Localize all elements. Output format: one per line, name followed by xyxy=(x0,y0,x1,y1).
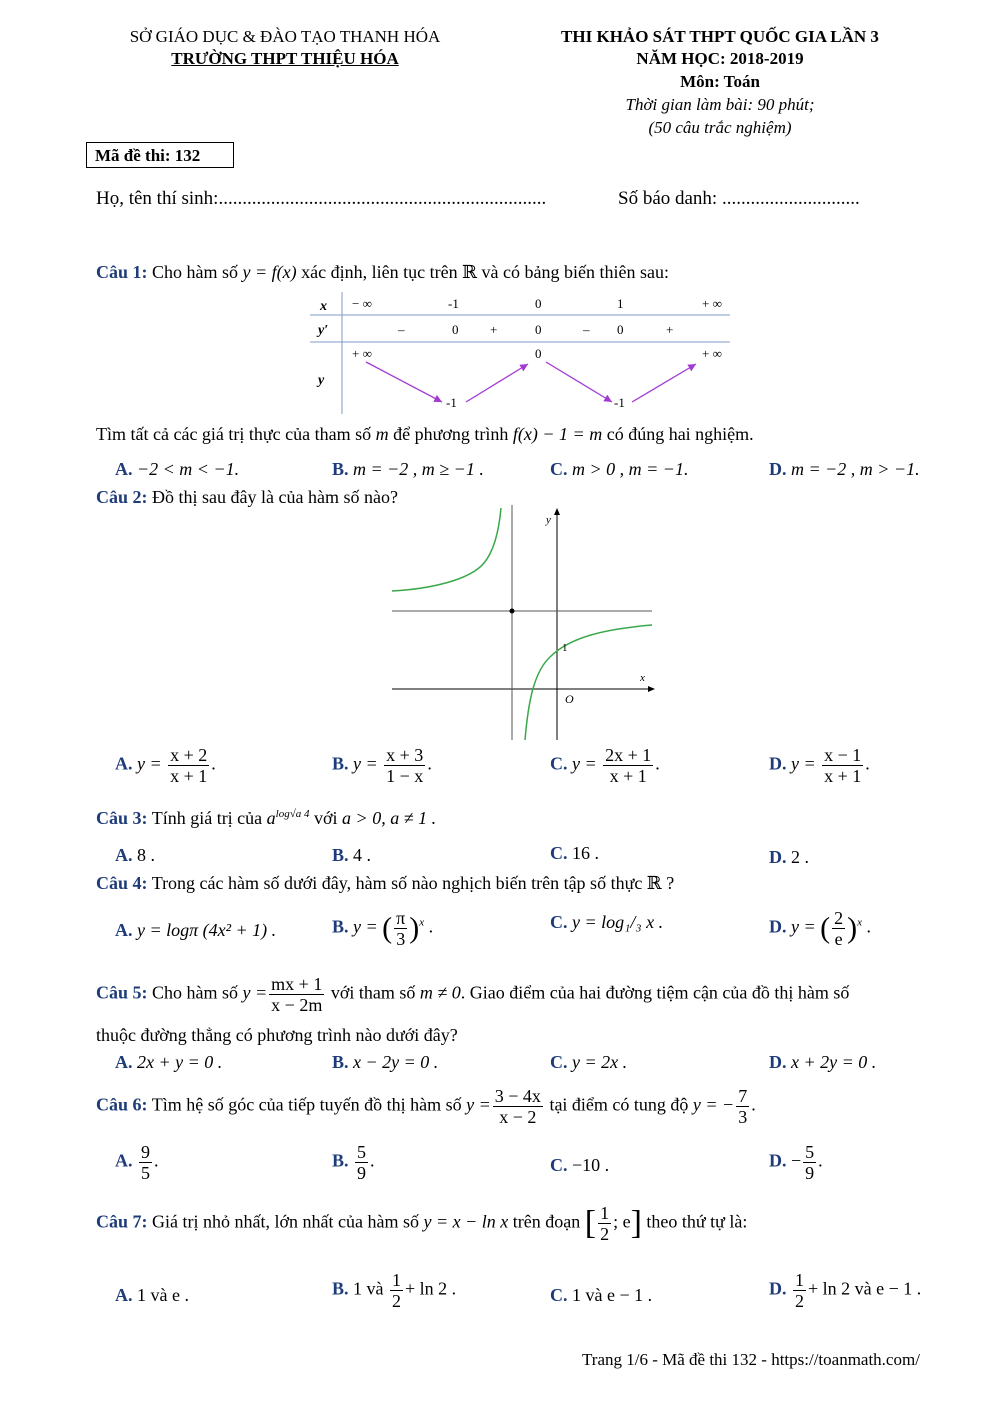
y-value: -1 xyxy=(614,395,625,410)
q2-option-c[interactable]: C. y = $\frac{2x + 1}{x + 1}$ . xyxy=(550,745,660,786)
x-row-label: x xyxy=(320,299,327,314)
question-1-prompt: Tìm tất cả các giá trị thực của tham số m để phương trình f(x) − 1 = m có đúng hai nghiệm. xyxy=(96,424,754,444)
exam-title: THI KHẢO SÁT THPT QUỐC GIA LẦN 3 xyxy=(561,27,879,46)
q7-option-d[interactable]: D. $\frac{1}{2}$ + ln 2 và e − 1 . xyxy=(769,1270,922,1311)
q5-option-c[interactable]: C. y = 2x . xyxy=(550,1052,628,1072)
q5-option-a[interactable]: A. 2x + y = 0 . xyxy=(115,1052,223,1072)
decrease-arrow xyxy=(366,362,442,402)
q4-option-b[interactable]: B. y = ( $\frac{\pi}{3}$ )$^x$ . xyxy=(332,908,434,949)
q2-option-a[interactable]: A. y = $\frac{x + 2}{x + 1}$ . xyxy=(115,745,216,786)
question-7: Câu 7: Giá trị nhỏ nhất, lớn nhất của hàm số y = x − ln x trên đoạn [ $\frac{1}{2}$ ; e] theo thứ tự là: xyxy=(96,1203,748,1244)
q1-option-b[interactable]: B. m = −2 , m ≥ −1 . xyxy=(332,459,484,479)
function-graph-svg xyxy=(390,505,680,740)
subject: Môn: Toán xyxy=(680,72,760,91)
sign: 0 xyxy=(617,322,624,337)
question-6: Câu 6: Tìm hệ số góc của tiếp tuyến đồ thị hàm số y = $\frac{3 - 4x}{x - 2}$ tại điểm có tung độ y = − $\frac{7}{3}$ . xyxy=(96,1086,756,1127)
q2-option-b[interactable]: B. y = $\frac{x + 3}{1 - x}$ . xyxy=(332,745,432,786)
question-4: Câu 4: Trong các hàm số dưới đây, hàm số nào nghịch biến trên tập số thực ℝ ? xyxy=(96,873,675,893)
q1-option-a[interactable]: A. −2 < m < −1. xyxy=(115,459,240,479)
x-value: − ∞ xyxy=(352,296,372,311)
school-name: TRƯỜNG THPT THIỆU HÓA xyxy=(171,49,399,68)
sign: 0 xyxy=(535,322,542,337)
question-count: (50 câu trắc nghiệm) xyxy=(648,118,792,137)
question-3: Câu 3: Tính giá trị của $a^{log√a 4}$ với a > 0, a ≠ 1 . xyxy=(96,808,437,828)
q7-option-b[interactable]: B. 1 và $\frac{1}{2}$ + ln 2 . xyxy=(332,1270,457,1311)
q1-option-d[interactable]: D. m = −2 , m > −1. xyxy=(769,459,920,479)
sign: + xyxy=(490,322,498,337)
origin-label: O xyxy=(565,692,574,706)
time-allowed: Thời gian làm bài: 90 phút; xyxy=(625,95,815,114)
asymptote-intersection xyxy=(510,609,515,614)
q2-option-d[interactable]: D. y = $\frac{x - 1}{x + 1}$ . xyxy=(769,745,870,786)
question-5-line2: thuộc đường thẳng có phương trình nào dưới đây? xyxy=(96,1025,458,1045)
increase-arrow xyxy=(466,364,528,402)
sign: 0 xyxy=(452,322,459,337)
q3-option-b[interactable]: B. 4 . xyxy=(332,845,372,865)
increase-arrow xyxy=(632,364,696,402)
question-5: Câu 5: Cho hàm số y = $\frac{mx + 1}{x - 2m}$ với tham số m ≠ 0. Giao điểm của hai đường tiệm cận của đồ thị hàm số xyxy=(96,974,850,1015)
question-label: Câu 1: xyxy=(96,262,148,282)
sign: + xyxy=(666,322,674,337)
variation-table-svg xyxy=(310,292,730,414)
decrease-arrow xyxy=(546,362,612,402)
q5-option-d[interactable]: D. x + 2y = 0 . xyxy=(769,1052,877,1072)
y-value: + ∞ xyxy=(702,346,722,361)
y-value: -1 xyxy=(446,395,457,410)
q3-option-d[interactable]: D. 2 . xyxy=(769,847,809,867)
exam-code-box: Mã đề thi: 132 xyxy=(86,142,234,168)
variation-table xyxy=(310,292,730,414)
q1-option-c[interactable]: C. m > 0 , m = −1. xyxy=(550,459,689,479)
x-axis-label: x xyxy=(640,672,645,684)
sign: – xyxy=(583,322,590,337)
q7-option-c[interactable]: C. 1 và e − 1 . xyxy=(550,1285,653,1305)
q5-option-b[interactable]: B. x − 2y = 0 . xyxy=(332,1052,439,1072)
y-row-label: y xyxy=(318,373,325,388)
question-1: Câu 1: Cho hàm số y = f(x) xác định, liên tục trên ℝ và có bảng biến thiên sau: xyxy=(96,262,670,282)
q6-option-c[interactable]: C. −10 . xyxy=(550,1155,610,1175)
q7-option-a[interactable]: A. 1 và e . xyxy=(115,1285,189,1305)
school-year: NĂM HỌC: 2018-2019 xyxy=(636,49,804,68)
school-department: SỞ GIÁO DỤC & ĐÀO TẠO THANH HÓA xyxy=(129,27,441,46)
candidate-id-field: Số báo danh: ............................. xyxy=(618,188,860,209)
candidate-name-field: Họ, tên thí sinh:..................................................................... xyxy=(96,188,547,209)
x-value: 0 xyxy=(535,296,542,311)
y-axis-label: y xyxy=(546,514,551,526)
sign: – xyxy=(398,322,405,337)
tick-label: 1 xyxy=(562,642,568,654)
x-value: 1 xyxy=(617,296,624,311)
q4-option-a[interactable]: A. y = logπ (4x² + 1) . xyxy=(115,920,277,940)
q6-option-d[interactable]: D. − $\frac{5}{9}$ . xyxy=(769,1142,823,1183)
left-branch xyxy=(392,508,501,591)
q6-option-b[interactable]: B. $\frac{5}{9}$ . xyxy=(332,1142,375,1183)
q3-option-a[interactable]: A. 8 . xyxy=(115,845,155,865)
y-value: 0 xyxy=(535,346,542,361)
q4-option-c[interactable]: C. y = log₁/₃ x . xyxy=(550,912,664,932)
right-branch xyxy=(525,625,652,740)
y-value: + ∞ xyxy=(352,346,372,361)
question-2: Câu 2: Đồ thị sau đây là của hàm số nào? xyxy=(96,487,398,507)
x-value: + ∞ xyxy=(702,296,722,311)
yprime-row-label: y′ xyxy=(318,323,329,338)
q3-option-c[interactable]: C. 16 . xyxy=(550,843,599,863)
q4-option-d[interactable]: D. y = ( $\frac{2}{e}$ )$^x$ . xyxy=(769,908,872,949)
page-footer: Trang 1/6 - Mã đề thi 132 - https://toanmath.com/ xyxy=(582,1350,920,1369)
function-graph xyxy=(390,505,680,740)
x-value: -1 xyxy=(448,296,459,311)
q6-option-a[interactable]: A. $\frac{9}{5}$ . xyxy=(115,1142,159,1183)
